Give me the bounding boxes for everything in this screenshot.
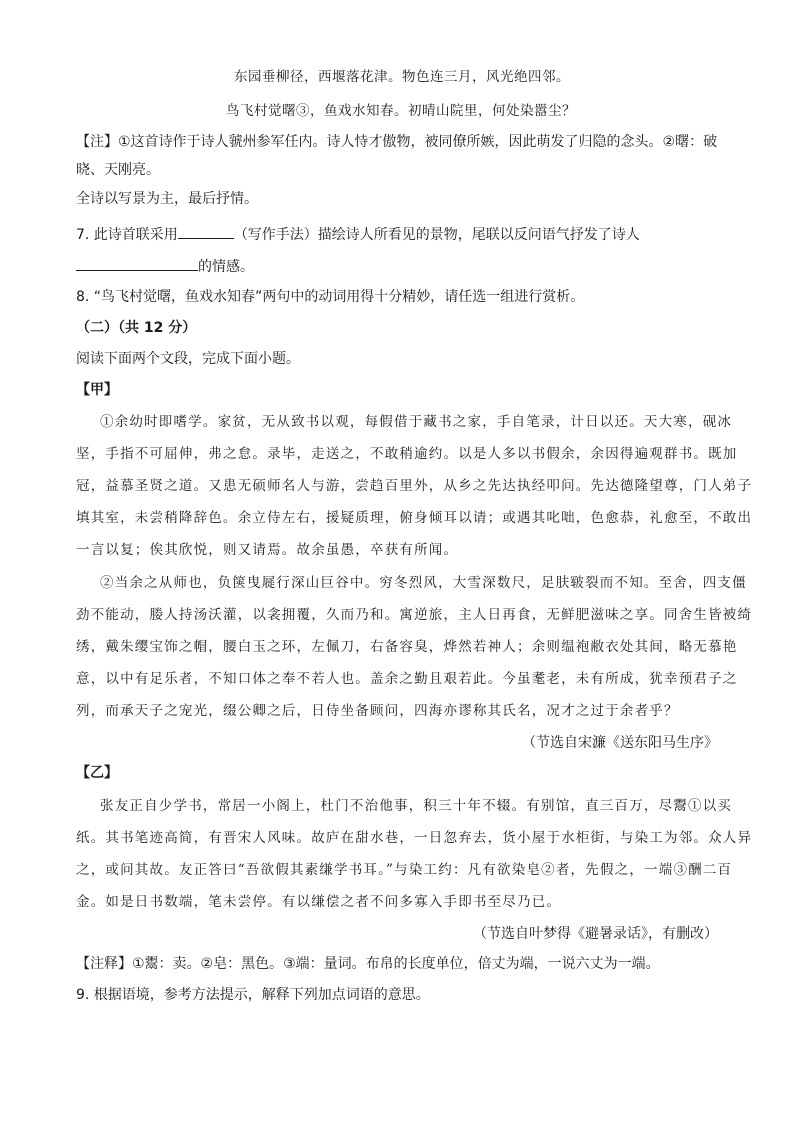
question-9: 9. 根据语境，参考方法提示，解释下列加点词语的意思。 [76,987,430,1003]
passage-jia-line-7: 劲不能动，媵人持汤沃灌，以衾拥覆，久而乃和。寓逆旅，主人日再食，无鲜肥滋味之享。同舍生皆被绮 [76,607,753,623]
question-7 [76,224,640,245]
passage-jia-line-4: 填其室，未尝稍降辞色。余立侍左右，援疑质理，俯身倾耳以请；或遇其叱咄，色愈恭，礼愈至，不敢出 [76,510,753,526]
poem-note-line-1: 【注】①这首诗作于诗人虢州参军任内。诗人恃才傲物，被同僚所嫉，因此萌发了归隐的念头。②曙：破 [76,134,718,150]
passage-jia-line-3: 冠，益慕圣贤之道。又患无硕师名人与游，尝趋百里外，从乡之先达执经叩问。先达德隆望尊，门人弟子 [76,478,753,494]
passage-jia-line-5: 一言以复；俟其欣悦，则又请焉。故余虽愚，卒获有所闻。 [76,542,459,558]
question-8: 8. “鸟飞村觉曙，鱼戏水知春”两句中的动词用得十分精妙，请任选一组进行赏析。 [76,289,585,305]
passage-yi-line-2: 纸。其书笔迹高简，有晋宋人风味。故庐在甜水巷，一日忽弃去，货小屋于水柜街，与染工为邻。众人异 [76,830,753,846]
section-2-heading: （二）（共 12 分） [76,320,197,336]
passage-yi-source: （节选自叶梦得《避暑录话》，有删改） [473,926,718,942]
passage-jia-line-9: 意，以中有足乐者，不知口体之奉不若人也。盖余之勤且艰若此。今虽耄老，未有所成，犹幸预君子之 [76,671,738,687]
question-7-continued [76,256,254,277]
section-2-instruction: 阅读下面两个文段，完成下面小题。 [76,351,300,367]
passage-yi-line-4: 金。如是日书数端，笔未尝停。有以缣偿之者不问多寡入手即书至尽乃已。 [76,894,562,910]
answer-blank-1[interactable] [178,224,234,239]
answer-blank-2[interactable] [76,256,198,271]
passage-jia-line-10: 列，而承天子之宠光，缀公卿之后，日侍坐备顾问，四海亦谬称其氏名，况才之过于余者乎？ [76,703,679,719]
poem-line-1: 东园垂柳径，西堰落花津。物色连三月，风光绝四邻。 [234,69,570,85]
passage-jia-line-2: 坚，手指不可屈伸，弗之怠。录毕，走送之，不敢稍逾约。以是人多以书假余，余因得遍观群书。既加 [76,446,738,462]
passage-jia-line-8: 绣，戴朱缨宝饰之帽，腰白玉之环，左佩刀，右备容臭，烨然若神人；余则缊袍敝衣处其间，略无慕艳 [76,639,738,655]
question-7-part-1: 7. 此诗首联采用 [76,227,178,243]
passage-jia-line-6: ②当余之从师也，负箧曳屣行深山巨谷中。穷冬烈风，大雪深数尺，足肤皲裂而不知。至舍，四支僵 [100,575,747,591]
passage-yi-label: 【乙】 [76,765,118,781]
passage-yi-annotation: 【注释】①鬻：卖。②皂：黑色。③端：量词。布帛的长度单位，倍丈为端，一说六丈为一端。 [76,956,660,972]
passage-jia-label: 【甲】 [76,382,118,398]
question-7-part-2: （写作手法）描绘诗人所看见的景物，尾联以反问语气抒发了诗人 [233,227,640,243]
passage-jia-source: （节选自宋濂《送东阳马生序》 [522,735,718,751]
poem-note-line-2: 晓、天刚亮。 [76,162,160,178]
poem-line-2: 鸟飞村觉曙③，鱼戏水知春。初晴山院里，何处染嚣尘？ [226,103,576,119]
passage-jia-line-1: ①余幼时即嗜学。家贫，无从致书以观，每假借于藏书之家，手自笔录，计日以还。天大寒，砚冰 [100,414,733,430]
question-7-part-3: 的情感。 [198,259,254,275]
passage-yi-line-1: 张友正自少学书，常居一小阁上，杜门不治他事，积三十年不辍。有别馆，直三百万，尽鬻①以买 [100,798,733,814]
poem-summary: 全诗以写景为主，最后抒情。 [76,191,258,207]
passage-yi-line-3: 之，或问其故。友正答曰“吾欲假其素缣学书耳。”与染工约：凡有欲染皂②者，先假之，一端③酬二百 [76,862,733,878]
